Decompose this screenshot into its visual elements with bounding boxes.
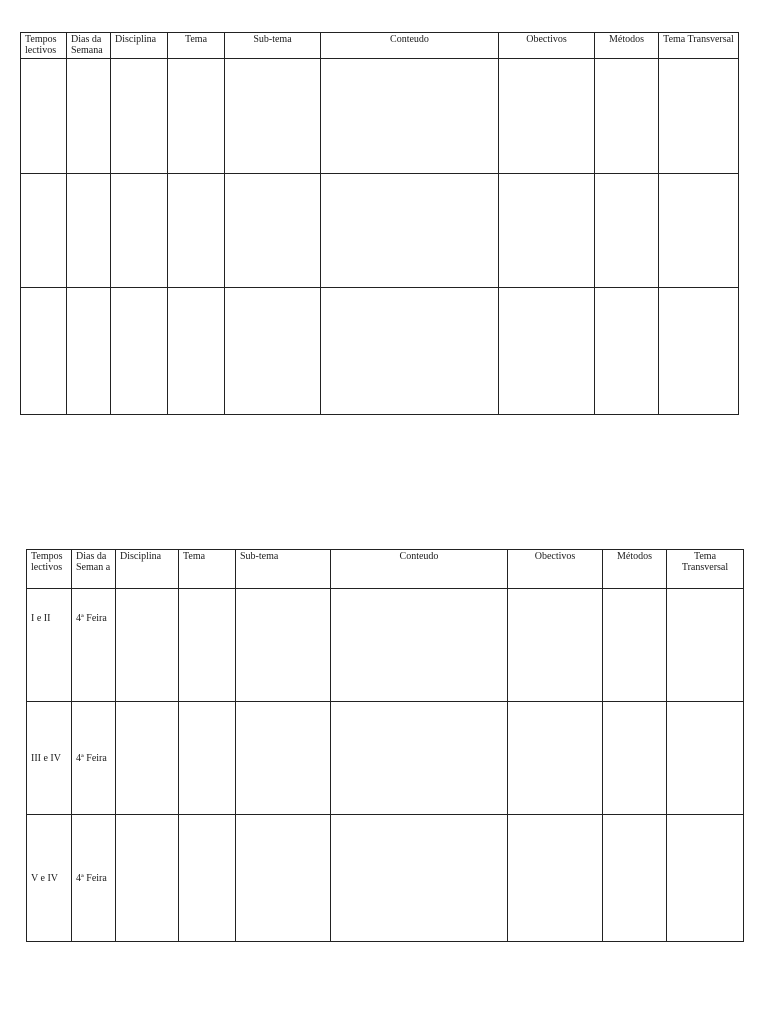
table-cell	[659, 59, 739, 174]
table-cell	[331, 815, 508, 942]
table-header-row	[21, 33, 739, 59]
table-row	[21, 174, 739, 288]
table-cell	[179, 815, 236, 942]
tempos-cell: I e II	[27, 589, 72, 702]
table-cell	[499, 174, 595, 288]
table-cell	[116, 589, 179, 702]
table-cell	[21, 288, 67, 415]
dias-cell: 4ª Feira	[72, 702, 116, 815]
table-row	[21, 288, 739, 415]
table-header-row	[27, 550, 744, 589]
table-cell	[21, 174, 67, 288]
header-disciplina: Disciplina	[111, 33, 168, 59]
table-cell	[659, 174, 739, 288]
table-row	[21, 59, 739, 174]
lesson-plan-table-1	[20, 32, 739, 415]
table-cell	[67, 59, 111, 174]
table-row	[27, 589, 744, 702]
table-cell	[116, 815, 179, 942]
table-cell	[603, 702, 667, 815]
table-cell	[659, 288, 739, 415]
header-obectivos: Obectivos	[499, 33, 595, 59]
table-cell	[111, 288, 168, 415]
header-tempos-lectivos: Tempos lectivos	[27, 550, 72, 589]
table-cell	[603, 815, 667, 942]
header-obectivos: Obectivos	[508, 550, 603, 589]
table-cell	[321, 174, 499, 288]
tempos-cell: V e IV	[27, 815, 72, 942]
table-cell	[67, 288, 111, 415]
table-cell	[321, 288, 499, 415]
header-tempos-lectivos: Tempos lectivos	[21, 33, 67, 59]
header-tema: Tema	[168, 33, 225, 59]
header-tema: Tema	[179, 550, 236, 589]
table-cell	[236, 702, 331, 815]
table-cell	[321, 59, 499, 174]
table-cell	[168, 59, 225, 174]
table-cell	[236, 589, 331, 702]
table-cell	[179, 589, 236, 702]
tempos-cell: III e IV	[27, 702, 72, 815]
table-cell	[21, 59, 67, 174]
table-cell	[225, 288, 321, 415]
header-conteudo: Conteudo	[331, 550, 508, 589]
header-metodos: Métodos	[595, 33, 659, 59]
table-cell	[667, 815, 744, 942]
table-cell	[667, 702, 744, 815]
table-cell	[168, 288, 225, 415]
table-cell	[179, 702, 236, 815]
header-sub-tema: Sub-tema	[236, 550, 331, 589]
table-cell	[331, 589, 508, 702]
header-sub-tema: Sub-tema	[225, 33, 321, 59]
table-cell	[603, 589, 667, 702]
dias-cell: 4ª Feira	[72, 815, 116, 942]
table-cell	[595, 59, 659, 174]
table-cell	[225, 174, 321, 288]
table-cell	[499, 59, 595, 174]
table-cell	[508, 702, 603, 815]
table-cell	[508, 589, 603, 702]
header-conteudo: Conteudo	[321, 33, 499, 59]
table-row	[27, 815, 744, 942]
table-cell	[595, 174, 659, 288]
table-cell	[508, 815, 603, 942]
table-cell	[225, 59, 321, 174]
header-tema-transversal: Tema Transversal	[667, 550, 744, 589]
table-cell	[168, 174, 225, 288]
table-cell	[667, 589, 744, 702]
table-cell	[331, 702, 508, 815]
lesson-plan-table-2	[26, 549, 744, 942]
table-cell	[499, 288, 595, 415]
table-cell	[116, 702, 179, 815]
header-disciplina: Disciplina	[116, 550, 179, 589]
table-cell	[595, 288, 659, 415]
header-tema-transversal: Tema Transversal	[659, 33, 739, 59]
table-cell	[236, 815, 331, 942]
table-cell	[111, 174, 168, 288]
table-cell	[111, 59, 168, 174]
table-row	[27, 702, 744, 815]
dias-cell: 4ª Feira	[72, 589, 116, 702]
table-cell	[67, 174, 111, 288]
header-dias-da-semana: Dias da Seman a	[72, 550, 116, 589]
header-dias-da-semana: Dias da Semana	[67, 33, 111, 59]
header-metodos: Métodos	[603, 550, 667, 589]
